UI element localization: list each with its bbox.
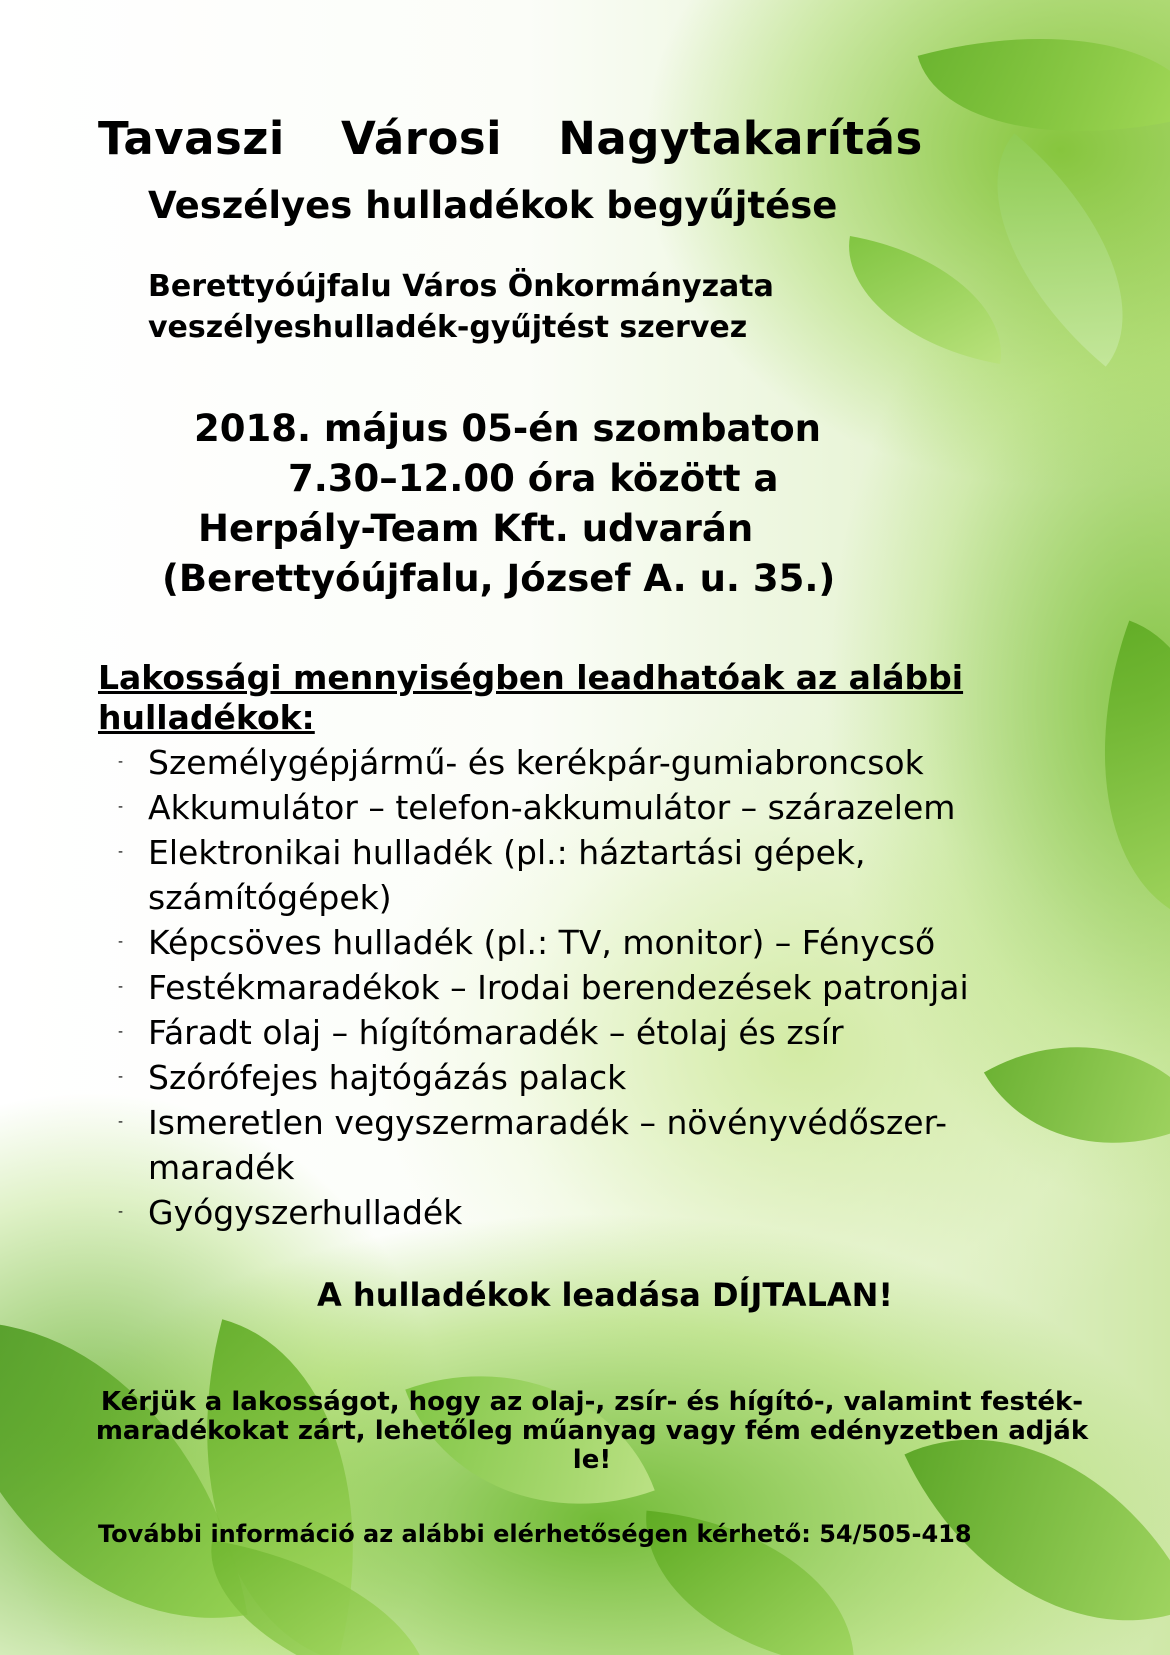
list-item: - Festékmaradékok – Irodai berendezések patronjai [118,965,1038,1010]
list-heading: Lakossági mennyiségben leadhatóak az alábbi hulladékok: [98,658,964,737]
bullet-dash-icon: - [118,754,124,770]
event-address: (Berettyóújfalu, József A. u. 35.) [162,557,836,600]
list-item: - Akkumulátor – telefon-akkumulátor – szárazelem [118,785,1038,830]
event-date: 2018. május 05-én szombaton [194,407,821,450]
organizer [148,266,774,348]
bullet-dash-icon: - [118,934,124,950]
bullet-dash-icon: - [118,799,124,815]
bullet-dash-icon: - [118,1204,124,1220]
event-place: Herpály-Team Kft. udvarán [198,507,754,550]
list-item: - Szórófejes hajtógázás palack [118,1055,1038,1100]
list-item: - Fáradt olaj – hígítómaradék – étolaj és zsír [118,1010,1038,1055]
free-notice: A hulladékok leadása DÍJTALAN! [317,1276,893,1314]
container-request: Kérjük a lakosságot, hogy az olaj-, zsír- és hígító-, valamint festék-maradékokat zárt, lehetőleg műanyag vagy fém edényzetben adják le! [95,1387,1089,1475]
contact-info: További információ az alábbi elérhetőségen kérhető: 54/505-418 [98,1520,972,1548]
list-item: - Személygépjármű- és kerékpár-gumiabroncsok [118,740,1038,785]
list-item: - Képcsöves hulladék (pl.: TV, monitor) – Fénycső [118,920,1038,965]
organizer-line: Berettyóújfalu Város Önkormányzata [148,269,774,304]
list-item: - Ismeretlen vegyszermaradék – növényvédőszer-maradék [118,1100,968,1190]
bullet-dash-icon: - [118,1114,124,1130]
waste-list [118,740,1038,1235]
event-details [0,404,1040,604]
bullet-dash-icon: - [118,979,124,995]
bullet-dash-icon: - [118,1024,124,1040]
list-item: - Elektronikai hulladék (pl.: háztartási gépek, számítógépek) [118,830,908,920]
flyer-title: Tavaszi Városi Nagytakarítás [98,112,923,165]
flyer-subtitle: Veszélyes hulladékok begyűjtése [148,184,838,227]
organizer-line: veszélyeshulladék-gyűjtést szervez [148,310,748,345]
event-time: 7.30–12.00 óra között a [288,457,779,500]
bullet-dash-icon: - [118,1069,124,1085]
list-item: - Gyógyszerhulladék [118,1190,1038,1235]
bullet-dash-icon: - [118,844,124,860]
